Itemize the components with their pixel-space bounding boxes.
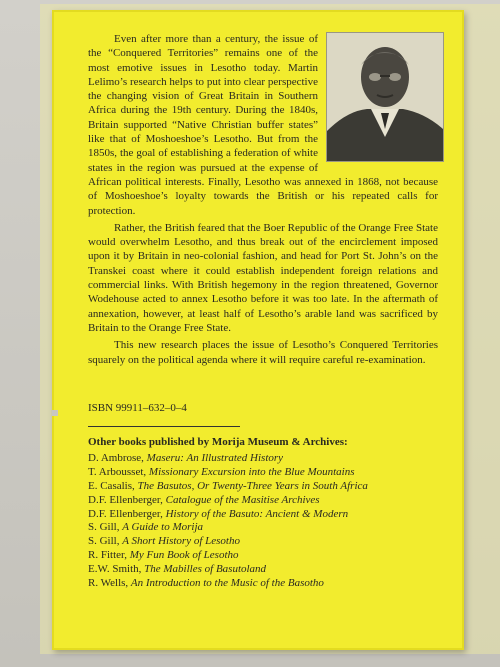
list-item [88,577,448,591]
other-books-list [88,436,448,591]
list-item [88,508,448,522]
portrait-photo-icon [327,33,443,161]
book-title: Missionary Excursion into the Blue Mountains [148,465,355,478]
isbn-number: ISBN 99911–632–0–4 [88,402,187,414]
book-title: The Mabilles of Basutoland [144,563,267,576]
blurb-paragraph-1: Even after more than a century, the issue of the “Conquered Territories” remains one of the most emotive issues in Lesotho today. Martin Lelimo’s research helps to put into clear perspective the changing vision of Great Britain in Southern Africa during the 19th century. During the 1840s, Britain supported “Native Christian buffer states” like that of Moshoeshoe’s Lesotho. But from the 1850s, the goal of establishing a federation of white states in the region was pursued at the expense of African political interests. Finally, Lesotho was annexed in 1868, not because of Moshoeshoe’s loyalty towards the British or his repeated calls for protection. [88,33,438,217]
book-author: E. Casalis, [88,479,138,492]
book-author: R. Fitter, [88,549,130,562]
divider-rule [88,426,240,427]
book-author: E.W. Smith, [88,563,145,576]
list-item [88,452,448,466]
book-author: D.F. Ellenberger, [88,493,166,506]
book-author: S. Gill, [88,521,123,534]
author-portrait [326,32,444,162]
blurb-paragraph-3: This new research places the issue of Lesotho’s Conquered Territories squarely on the political agenda where it will require careful re-examination. [88,339,438,366]
list-item [88,549,448,563]
book-title: A Short History of Lesotho [122,535,240,548]
blurb-text [88,32,438,370]
book-title: History of the Basuto: Ancient & Modern [165,507,349,520]
list-item [88,563,448,577]
list-item [88,480,448,494]
list-item [88,494,448,508]
book-title: The Basutos, Or Twenty-Three Years in South Africa [137,479,368,492]
book-author: S. Gill, [88,535,123,548]
book-author: R. Wells, [88,577,131,590]
list-item [88,466,448,480]
worn-corner [52,410,58,416]
blurb-paragraph-2: Rather, the British feared that the Boer Republic of the Orange Free State would overwhelm Lesotho, and thus break out of the encirclement imposed upon it by Britain in neo-colonial fashion, and head for Port St. John’s on the Transkei coast where it could establish independent foreign relations and commercial links. With British hegemony in the region threatened, Governor Wodehouse acted to annex Lesotho before it was too late. In the aftermath of annexation, however, at least half of Lesotho’s arable land was sacrificed by Britain to the Orange Free State. [88,221,438,334]
list-item [88,521,448,535]
book-title: An Introduction to the Music of the Basotho [130,577,324,590]
other-books-heading: Other books published by Morija Museum & Archives: [88,436,348,448]
book-title: Catalogue of the Masitise Archives [165,493,320,506]
list-item [88,535,448,549]
book-author: D. Ambrose, [88,451,147,464]
book-title: Maseru: An Illustrated History [146,451,284,464]
book-title: My Fun Book of Lesotho [129,549,239,562]
book-author: D.F. Ellenberger, [88,507,166,520]
book-author: T. Arbousset, [88,465,149,478]
book-back-cover [52,10,464,650]
book-title: A Guide to Morija [122,521,203,534]
